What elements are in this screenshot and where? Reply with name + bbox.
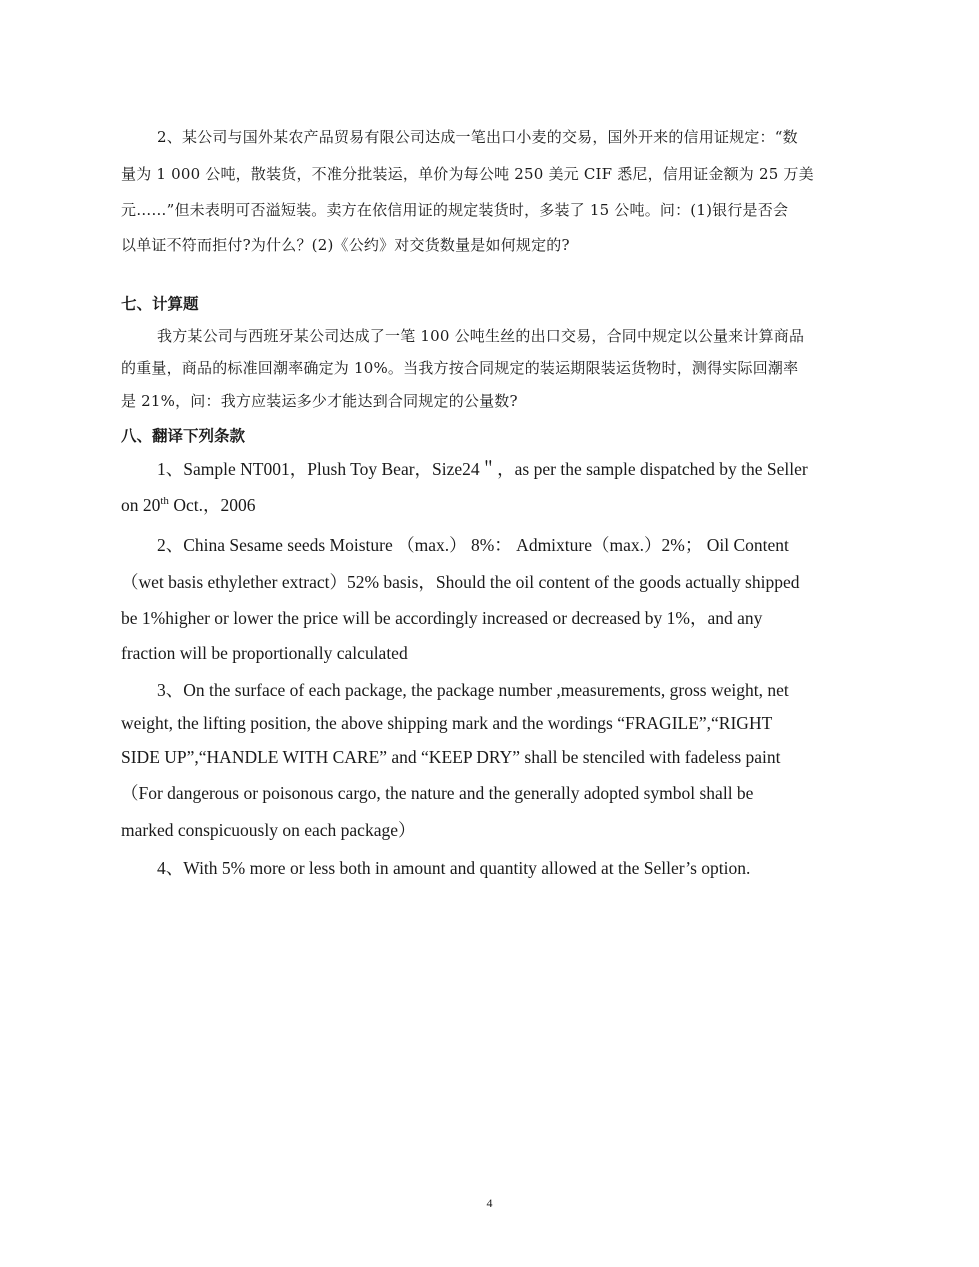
clause-1-line-1: 1、Sample NT001，Plush Toy Bear，Size24＂，as per the sample dispatched by the Seller: [157, 459, 808, 479]
clause-1-date-pre: on 20: [121, 495, 161, 515]
section-7-line-1: 我方某公司与西班牙某公司达成了一笔 100 公吨生丝的出口交易，合同中规定以公量来计算商品: [157, 327, 805, 345]
clause-3-line-2: weight, the lifting position, the above shipping mark and the wordings “FRAGILE”,“RIGHT: [121, 713, 773, 733]
q2-line-3: 元……”但未表明可否溢短装。卖方在依信用证的规定装货时，多装了 15 公吨。问：(1)银行是否会: [121, 201, 789, 219]
clause-2-line-3: be 1%higher or lower the price will be accordingly increased or decreased by 1%，and any: [121, 608, 763, 628]
clause-3-line-3: SIDE UP”,“HANDLE WITH CARE” and “KEEP DRY” shall be stenciled with fadeless paint: [121, 747, 781, 767]
clause-3-line-1: 3、On the surface of each package, the package number ,measurements, gross weight, net: [157, 680, 789, 700]
page-number: 4: [486, 1196, 493, 1210]
clause-2-line-1: 2、China Sesame seeds Moisture （max.） 8%： Admixture（max.）2%； Oil Content: [157, 535, 789, 555]
section-7-line-3: 是 21%，问：我方应装运多少才能达到合同规定的公量数?: [121, 392, 518, 410]
clause-3-line-5: marked conspicuously on each package）: [121, 820, 416, 840]
section-7-line-2: 的重量，商品的标准回潮率确定为 10%。当我方按合同规定的装运期限装运货物时，测得实际回潮率: [121, 359, 799, 377]
clause-1-date-sup: th: [160, 495, 169, 508]
q2-line-2: 量为 1 000 公吨，散装货，不准分批装运，单价为每公吨 250 美元 CIF 悉尼，信用证金额为 25 万美: [121, 165, 814, 183]
clause-4-line-1: 4、With 5% more or less both in amount and quantity allowed at the Seller’s option.: [157, 858, 751, 878]
clause-2-line-4: fraction will be proportionally calculated: [121, 643, 408, 663]
q2-line-1: 2、某公司与国外某农产品贸易有限公司达成一笔出口小麦的交易，国外开来的信用证规定：“数: [157, 128, 798, 146]
clause-2-line-2: （wet basis ethylether extract）52% basis，Should the oil content of the goods actually shipped: [121, 572, 800, 592]
clause-3-line-4: （For dangerous or poisonous cargo, the nature and the generally adopted symbol shall be: [121, 783, 754, 803]
q2-line-4: 以单证不符而拒付?为什么？(2)《公约》对交货数量是如何规定的?: [121, 236, 570, 254]
section-7-heading: 七、计算题: [121, 295, 199, 313]
clause-1-date-post: Oct.，2006: [168, 495, 256, 515]
section-8-heading: 八、翻译下列条款: [121, 427, 246, 445]
clause-1-line-2: [121, 492, 255, 517]
